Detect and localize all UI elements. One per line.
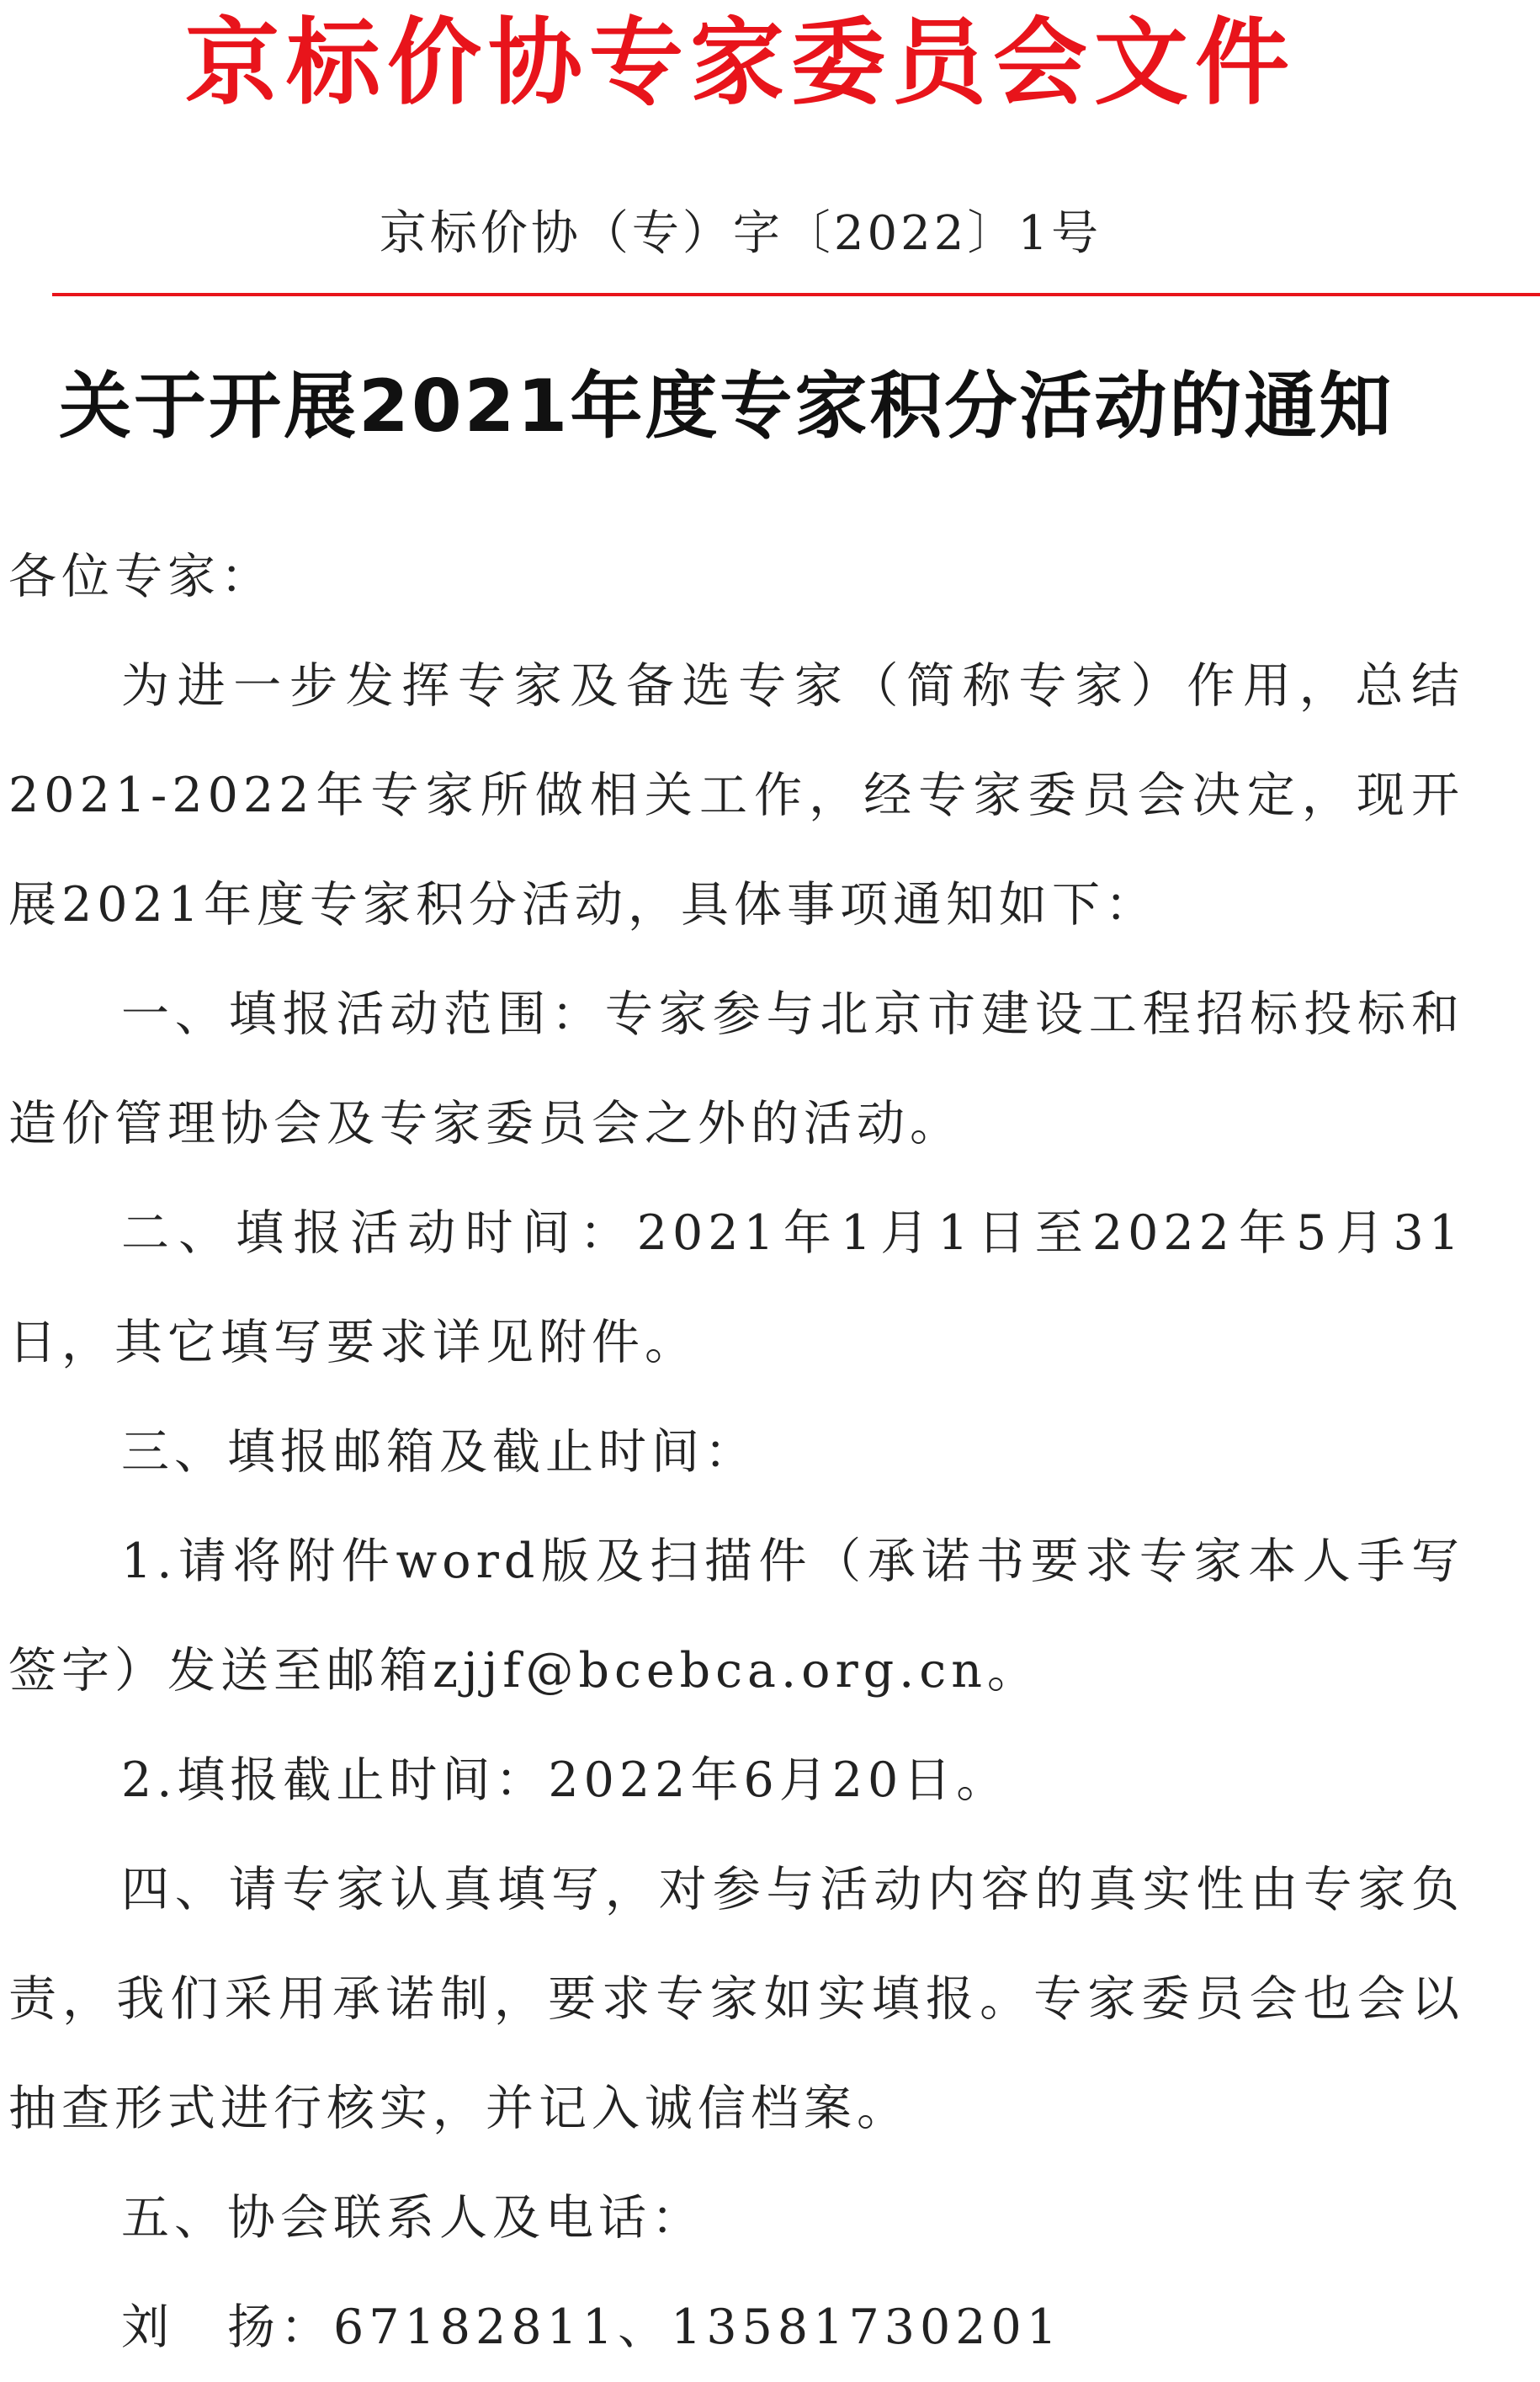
paragraph-email-instruction: 1.请将附件word版及扫描件（承诺书要求专家本人手写签字）发送至邮箱zjjf@bcebca.org.cn。 — [8, 1534, 1464, 1699]
paragraph-email-deadline-heading: 三、填报邮箱及截止时间： — [121, 1424, 757, 1480]
notice-title: 关于开展2021年度专家积分活动的通知 — [59, 364, 1394, 449]
paragraph-scope: 一、填报活动范围：专家参与北京市建设工程招标投标和造价管理协会及专家委员会之外的活动。 — [8, 986, 1464, 1151]
paragraph-period: 二、填报活动时间：2021年1月1日至2022年5月31日，其它填写要求详见附件。 — [8, 1205, 1464, 1370]
salutation: 各位专家： — [8, 549, 273, 604]
paragraph-commitment: 四、请专家认真填写，对参与活动内容的真实性由专家负责，我们采用承诺制，要求专家如实填报。专家委员会也会以抽查形式进行核实，并记入诚信档案。 — [8, 1862, 1464, 2136]
document-number: 京标价协（专）字〔2022〕1号 — [379, 206, 1102, 261]
red-divider-line — [52, 293, 1540, 296]
paragraph-contact-heading: 五、协会联系人及电话： — [121, 2190, 704, 2246]
contact-line: 刘 扬：67182811、13581730201 — [121, 2300, 1063, 2355]
paragraph-deadline: 2.填报截止时间：2022年6月20日。 — [121, 1752, 1010, 1808]
issuer-masthead: 京标价协专家委员会文件 — [185, 8, 1296, 118]
paragraph-intro: 为进一步发挥专家及备选专家（简称专家）作用，总结2021-2022年专家所做相关工作，经专家委员会决定，现开展2021年度专家积分活动，具体事项通知如下： — [8, 658, 1464, 933]
notice-body — [8, 522, 1464, 2382]
